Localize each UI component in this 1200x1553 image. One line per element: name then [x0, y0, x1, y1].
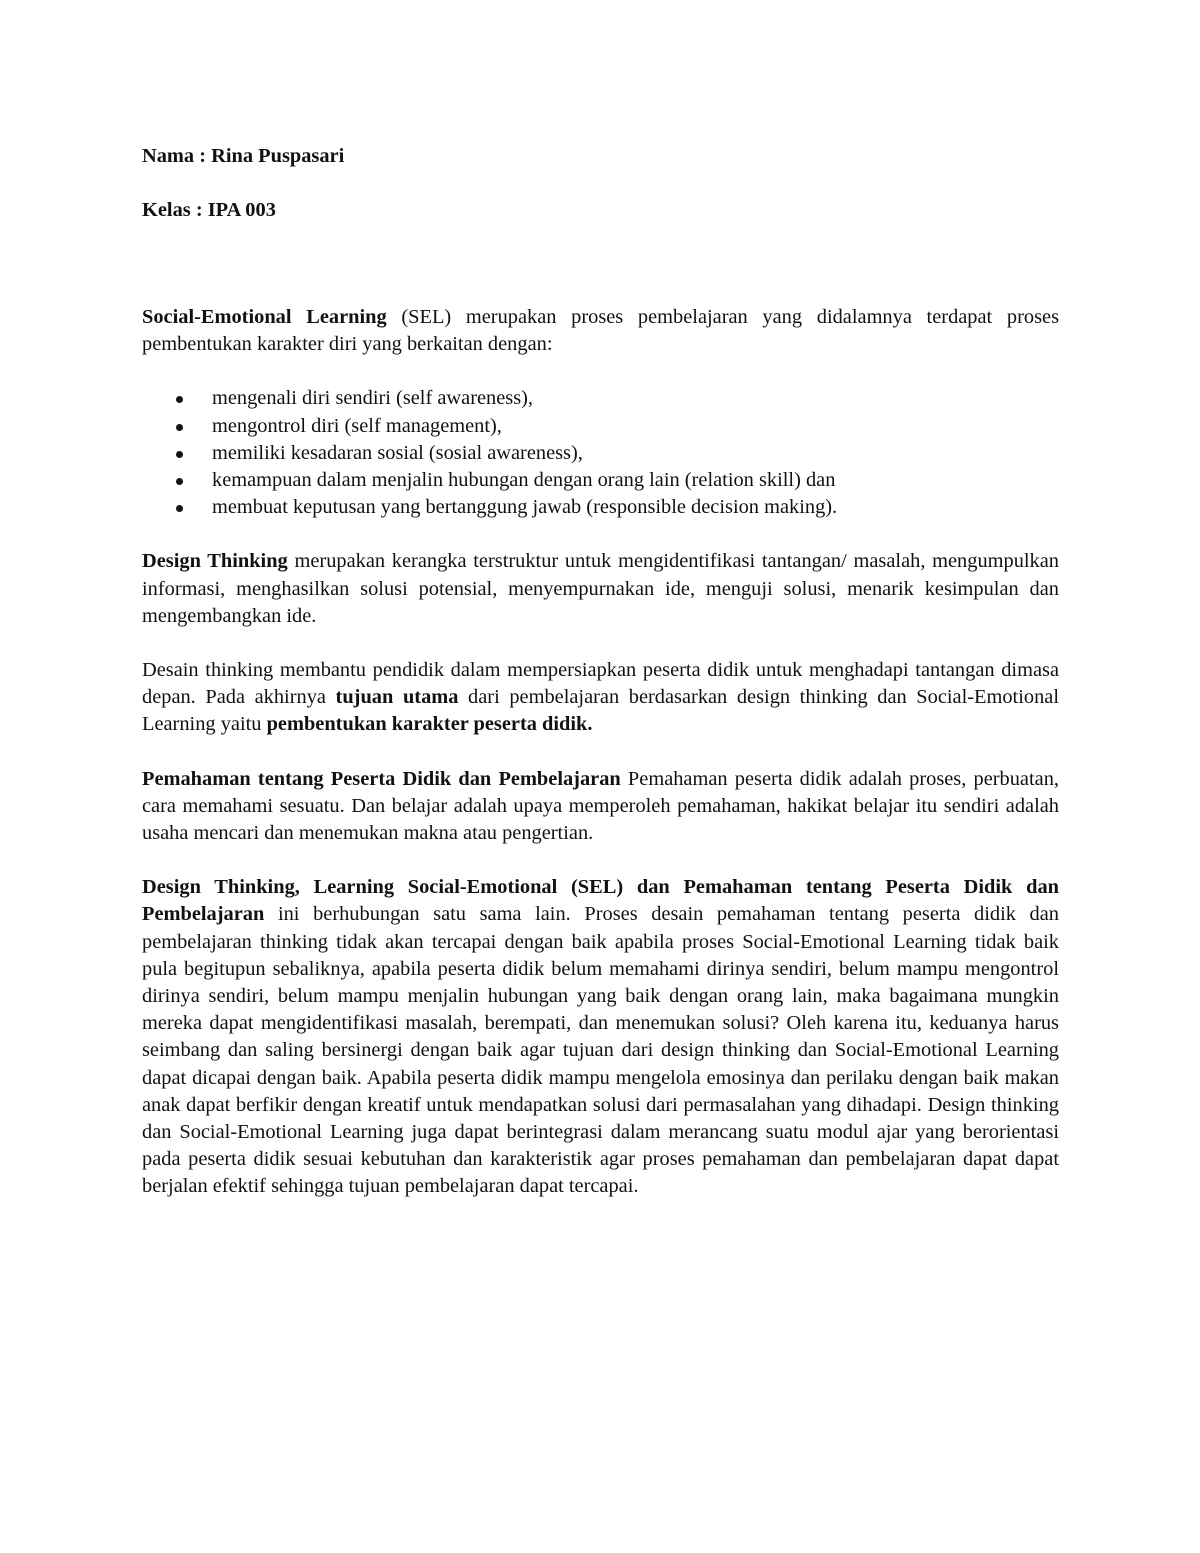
list-item-text: kemampuan dalam menjalin hubungan dengan orang lain (relation skill) dan	[212, 469, 836, 492]
name-label: Nama	[142, 145, 195, 167]
list-item-text: membuat keputusan yang bertanggung jawab (responsible decision making).	[212, 496, 838, 519]
sel-term: Social-Emotional Learning	[142, 306, 387, 328]
list-item	[142, 467, 1059, 494]
list-item	[142, 413, 1059, 440]
design-thinking-paragraph	[142, 548, 1059, 630]
bullet-icon	[176, 451, 183, 458]
sel-text: (SEL) merupakan proses pembelajaran yang didalamnya terdapat proses pembentukan karakter diri yang berkaitan dengan:	[142, 306, 1060, 356]
pemahaman-paragraph	[142, 766, 1059, 848]
class-label: Kelas	[142, 199, 191, 221]
list-item-text: memiliki kesadaran sosial (sosial awareness),	[212, 441, 583, 464]
design-thinking-text: merupakan kerangka terstruktur untuk mengidentifikasi tantangan/ masalah, mengumpulkan informasi, menghasilkan solusi potensial, menyempurnakan ide, menguji solusi, menarik kesimpulan dan mengembangkan ide.	[142, 550, 1059, 627]
bullet-icon	[176, 396, 183, 403]
name-separator: :	[199, 145, 207, 167]
design-thinking-term: Design Thinking	[142, 550, 288, 573]
desain-paragraph	[142, 657, 1059, 739]
pemahaman-term: Pemahaman tentang Peserta Didik dan Pembelajaran	[142, 767, 621, 790]
sel-paragraph	[142, 304, 1059, 358]
list-item	[142, 385, 1059, 412]
desain-text-2: dari pembelajaran berdasarkan design thinking dan Social-Emotional Learning yaitu	[142, 686, 1059, 736]
list-item	[142, 494, 1059, 521]
hubungan-paragraph	[142, 874, 1059, 1200]
desain-text-1: Desain thinking membantu pendidik dalam mempersiapkan peserta didik untuk menghadapi tantangan dimasa depan. Pada akhirnya	[142, 659, 1059, 709]
list-item-text: mengenali diri sendiri (self awareness),	[212, 387, 534, 410]
class-value: IPA 003	[207, 199, 276, 221]
list-item-text: mengontrol diri (self management),	[212, 414, 502, 437]
name-value: Rina Puspasari	[211, 145, 345, 167]
class-separator: :	[195, 199, 203, 221]
name-line	[142, 143, 1059, 170]
hubungan-text: ini berhubungan satu sama lain. Proses desain pemahaman tentang peserta didik dan pembelajaran thinking tidak akan tercapai dengan baik apabila proses Social-Emotional Learning tidak baik pula begitupun sebaliknya, apabila peserta didik belum memahami dirinya sendiri, belum mampu mengontrol dirinya sendiri, belum mampu menjalin hubungan yang baik dengan orang lain, maka bagaimana mungkin mereka dapat mengidentifikasi masalah, berempati, dan menemukan solusi? Oleh karena itu, keduanya harus seimbang dan saling bersinergi dengan baik agar tujuan dari design thinking dan Social-Emotional Learning dapat dicapai dengan baik. Apabila peserta didik mampu mengelola emosinya dan perilaku dengan baik makan anak dapat berfikir dengan kreatif untuk mendapatkan solusi dari permasalahan yang dihadapi. Design thinking dan Social-Emotional Learning juga dapat berintegrasi dalam merancang suatu modul ajar yang berorientasi pada peserta didik sesuai kebutuhan dan karakteristik agar proses pemahaman dan pembelajaran dapat dapat berjalan efektif sehingga tujuan pembelajaran dapat tercapai.	[142, 903, 1059, 1198]
document-body	[142, 143, 1059, 1201]
bullet-icon	[176, 505, 183, 512]
sel-bullet-list	[142, 385, 1059, 521]
pemahaman-text: Pemahaman peserta didik adalah proses, perbuatan, cara memahami sesuatu. Dan belajar adalah upaya memperoleh pemahaman, hakikat belajar itu sendiri adalah usaha mencari dan menemukan makna atau pengertian.	[142, 767, 1059, 845]
desain-bold-2: pembentukan karakter peserta didik.	[266, 713, 593, 736]
bullet-icon	[176, 424, 183, 431]
list-item	[142, 440, 1059, 467]
class-line	[142, 197, 1059, 224]
desain-bold-1: tujuan utama	[335, 686, 459, 709]
hubungan-term: Design Thinking, Learning Social-Emotional (SEL) dan Pemahaman tentang Peserta Didik dan Pembelajaran	[142, 876, 1059, 926]
bullet-icon	[176, 478, 183, 485]
